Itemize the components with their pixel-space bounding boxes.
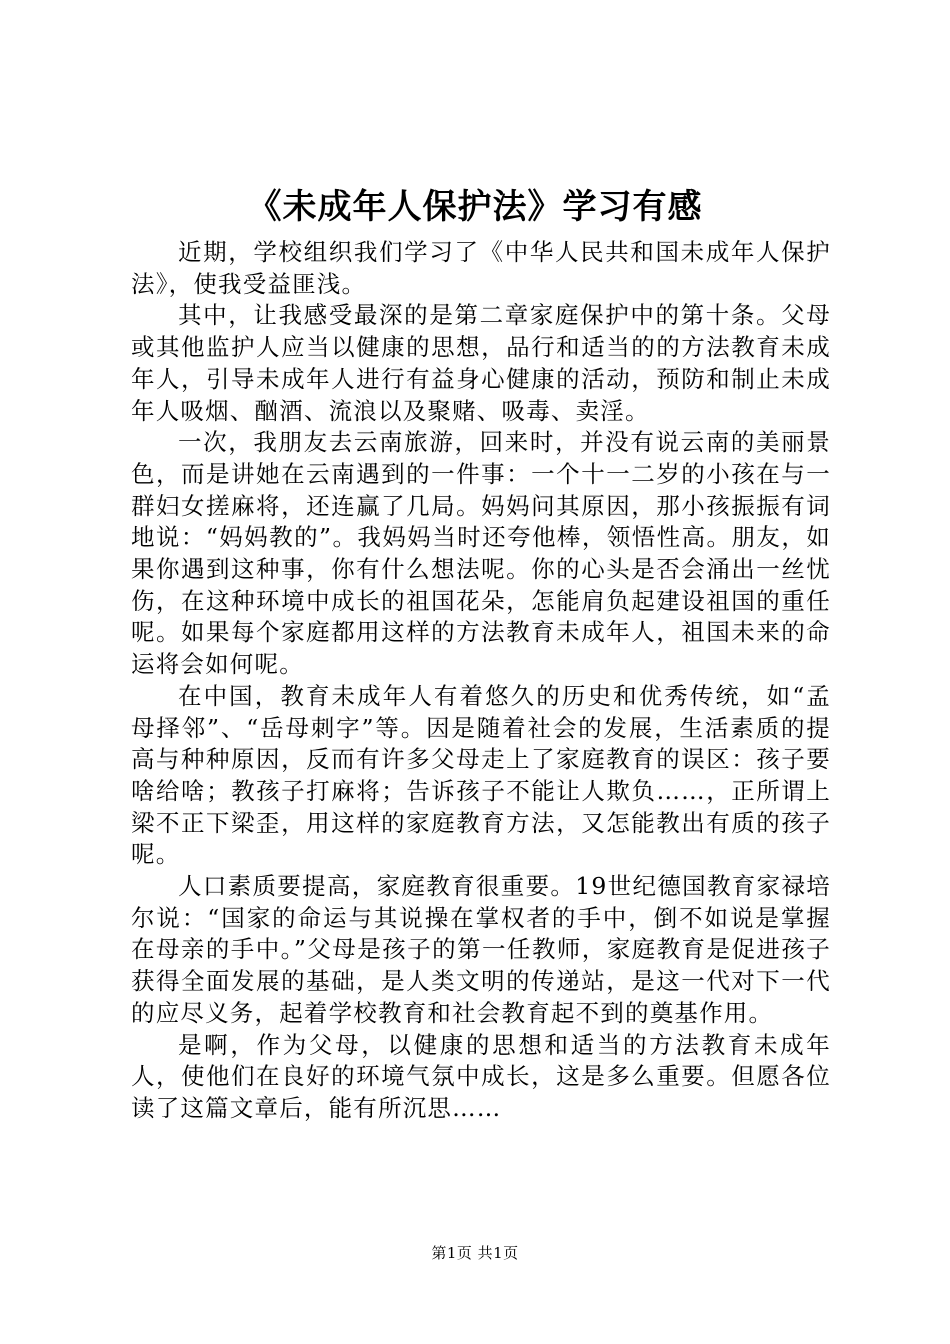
paragraph: 一次，我朋友去云南旅游，回来时，并没有说云南的美丽景色，而是讲她在云南遇到的一件事：一个十一二岁的小孩在与一群妇女搓麻将，还连赢了几局。妈妈问其原因，那小孩振振有词地说：“妈妈教的”。我妈妈当时还夸他棒，领悟性高。朋友，如果你遇到这种事，你有什么想法呢。你的心头是否会涌出一丝忧伤，在这种环境中成长的祖国花朵，怎能肩负起建设祖国的重任呢。如果每个家庭都用这样的方法教育未成年人，祖国未来的命运将会如何呢。 bbox=[131, 428, 831, 679]
paragraph: 人口素质要提高，家庭教育很重要。19世纪德国教育家禄培尔说：“国家的命运与其说操在掌权者的手中，倒不如说是掌握在母亲的手中。”父母是孩子的第一任教师，家庭教育是促进孩子获得全面发展的基础，是人类文明的传递站，是这一代对下一代的应尽义务，起着学校教育和社会教育起不到的奠基作用。 bbox=[131, 872, 831, 1027]
paragraph: 在中国，教育未成年人有着悠久的历史和优秀传统，如“孟母择邻”、“岳母刺字”等。因是随着社会的发展，生活素质的提高与种种原因，反而有许多父母走上了家庭教育的误区：孩子要啥给啥；教孩子打麻将；告诉孩子不能让人欺负……，正所谓上梁不正下梁歪，用这样的家庭教育方法，又怎能教出有质的孩子呢。 bbox=[131, 681, 831, 869]
document-title: 《未成年人保护法》学习有感 bbox=[247, 187, 703, 227]
paragraph: 近期，学校组织我们学习了《中华人民共和国未成年人保护法》，使我受益匪浅。 bbox=[131, 238, 831, 298]
document-body bbox=[131, 237, 831, 1125]
paragraph: 其中，让我感受最深的是第二章家庭保护中的第十条。父母或其他监护人应当以健康的思想，品行和适当的的方法教育未成年人，引导未成年人进行有益身心健康的活动，预防和制止未成年人吸烟、酗酒、流浪以及聚赌、吸毒、卖淫。 bbox=[131, 301, 831, 425]
page-footer: 第1页 共1页 bbox=[431, 1244, 519, 1262]
paragraph: 是啊，作为父母，以健康的思想和适当的方法教育未成年人，使他们在良好的环境气氛中成长，这是多么重要。但愿各位读了这篇文章后，能有所沉思…… bbox=[131, 1030, 831, 1122]
